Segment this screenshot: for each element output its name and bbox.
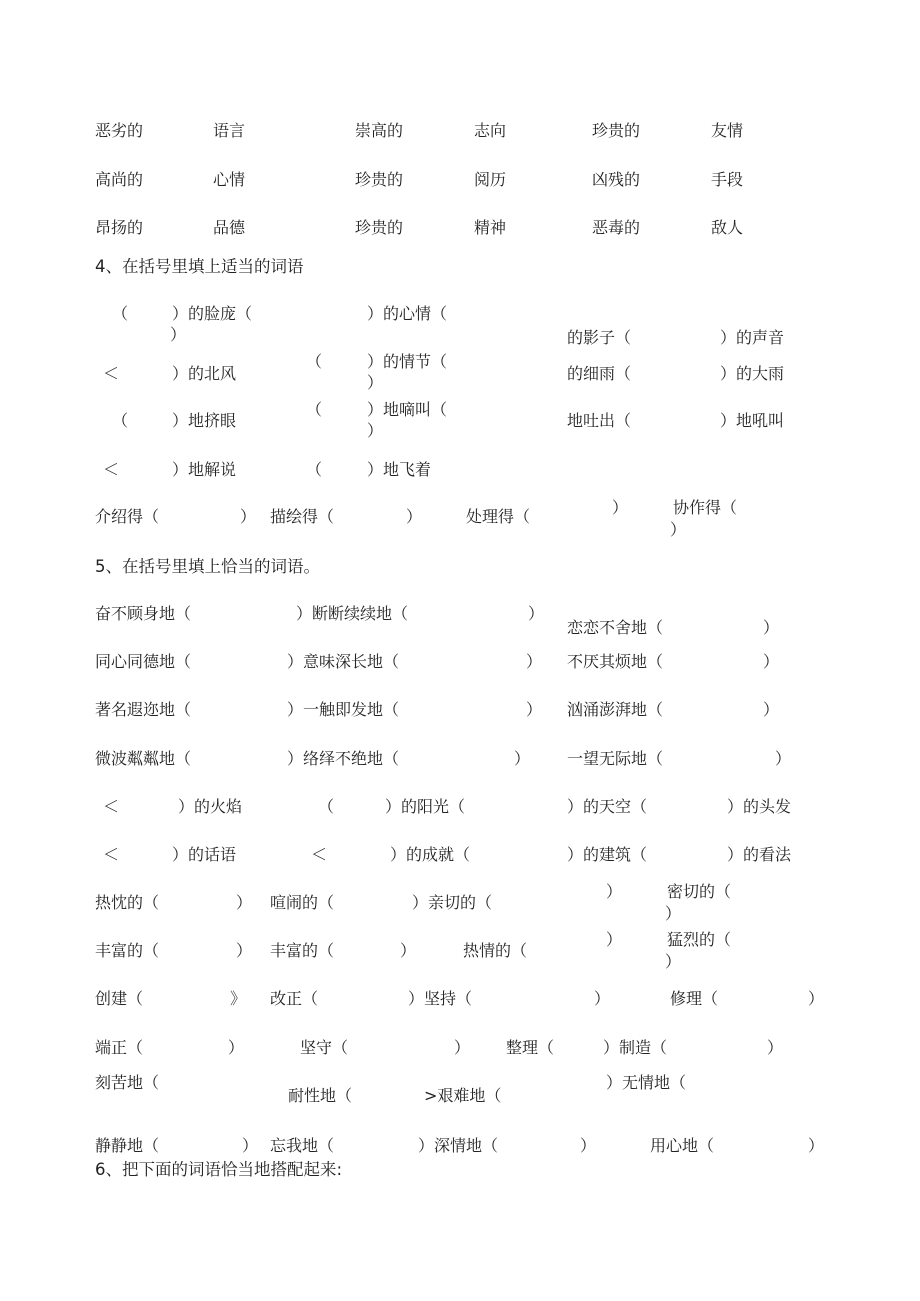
fill-text: ） [606, 930, 623, 949]
fill-text: 刻苦地（ [95, 1073, 160, 1092]
fill-text: ）无情地（ [606, 1073, 687, 1092]
fill-text: ） [240, 507, 257, 526]
fill-text: 坚守（ [300, 1038, 349, 1057]
fill-text: ） [670, 520, 687, 539]
fill-text: 地吐出（ [567, 411, 632, 430]
fill-text: 微波粼粼地（ [95, 749, 192, 768]
fill-text: ） [775, 749, 792, 768]
fill-text: ）地挤眼 [172, 411, 237, 430]
word: 珍贵的 [355, 218, 404, 237]
question-title: 6、把下面的词语恰当地搭配起来: [95, 1160, 343, 1179]
fill-text: 恋恋不舍地（ [567, 618, 664, 637]
fill-text: ）地吼叫 [720, 411, 785, 430]
fill-text: ）的阳光（ [385, 797, 466, 816]
fill-text: ＜ [103, 364, 120, 383]
word: 昂扬的 [95, 218, 144, 237]
fill-text: 描绘得（ [270, 507, 335, 526]
word: 珍贵的 [592, 121, 641, 140]
fill-text: ） [236, 941, 253, 960]
word: 敌人 [711, 218, 744, 237]
fill-text: ） [526, 700, 543, 719]
fill-text: 创建（ [95, 989, 144, 1008]
fill-text: ）的情节（ [367, 352, 448, 371]
fill-text: ）络绎不绝地（ [287, 749, 400, 768]
word: 友情 [711, 121, 744, 140]
word: 志向 [474, 121, 507, 140]
fill-text: ）的声音 [720, 328, 785, 347]
fill-text: ）的心情（ [367, 304, 448, 323]
fill-text: ）的成就（ [390, 845, 471, 864]
question-title: 4、在括号里填上适当的词语 [95, 257, 304, 276]
fill-text: ） [454, 1038, 471, 1057]
word: 阅历 [474, 170, 507, 189]
fill-text: ＜ [311, 845, 328, 864]
fill-text: ）的话语 [172, 845, 237, 864]
fill-text: （ [318, 797, 335, 816]
fill-text: 协作得（ [673, 498, 738, 517]
fill-text: ） [528, 604, 545, 623]
fill-text: ）的头发 [727, 797, 792, 816]
word: 语言 [213, 121, 246, 140]
word: 凶残的 [592, 170, 641, 189]
fill-text: 同心同德地（ [95, 652, 192, 671]
fill-text: ）的火焰 [178, 797, 243, 816]
fill-text: 喧闹的（ [270, 893, 335, 912]
word: 高尚的 [95, 170, 144, 189]
fill-text: ） [242, 1136, 259, 1155]
fill-text: 》 [230, 989, 247, 1008]
fill-text: ） [767, 1038, 784, 1057]
word: 恶劣的 [95, 121, 144, 140]
fill-text: ） [808, 989, 825, 1008]
fill-text: ）的看法 [727, 845, 792, 864]
fill-text: 的细雨（ [567, 364, 632, 383]
fill-text: ）亲切的（ [412, 893, 493, 912]
fill-text: ）意味深长地（ [287, 652, 400, 671]
question-title: 5、在括号里填上恰当的词语。 [95, 557, 320, 576]
fill-text: 热情的（ [463, 941, 528, 960]
fill-text: 不厌其烦地（ [567, 652, 664, 671]
fill-text: ） [763, 700, 780, 719]
fill-text: ） [526, 652, 543, 671]
fill-text: 丰富的（ [95, 941, 160, 960]
fill-text: 修理（ [670, 989, 719, 1008]
fill-text: ） [236, 893, 253, 912]
fill-text: ）坚持（ [408, 989, 473, 1008]
fill-text: （ [306, 400, 323, 419]
fill-text: ＜ [103, 460, 120, 479]
fill-text: ） [514, 749, 531, 768]
fill-text: 猛烈的（ [667, 930, 732, 949]
fill-text: ）的天空（ [567, 797, 648, 816]
fill-text: ）地嘀叫（ [367, 400, 448, 419]
fill-text: 改正（ [270, 989, 319, 1008]
fill-text: 介绍得（ [95, 507, 160, 526]
fill-text: 忘我地（ [270, 1136, 335, 1155]
fill-text: （ [306, 352, 323, 371]
fill-text: （ [112, 304, 129, 323]
fill-text: ）的北风 [172, 364, 237, 383]
fill-text: 耐性地（ [288, 1086, 353, 1105]
fill-text: 端正（ [95, 1038, 144, 1057]
fill-text: 用心地（ [650, 1136, 715, 1155]
fill-text: 一望无际地（ [567, 749, 664, 768]
fill-text: ） [665, 952, 682, 971]
fill-text: 著名遐迩地（ [95, 700, 192, 719]
word: 恶毒的 [592, 218, 641, 237]
fill-text: ）地飞着 [367, 460, 432, 479]
fill-text: ） [170, 325, 187, 344]
fill-text: 整理（ [506, 1038, 555, 1057]
fill-text: ） [763, 618, 780, 637]
word: 崇高的 [355, 121, 404, 140]
fill-text: ） [367, 373, 384, 392]
fill-text: ＜ [103, 797, 120, 816]
fill-text: ） [228, 1038, 245, 1057]
fill-text: 的影子（ [567, 328, 632, 347]
fill-text: （ [112, 411, 129, 430]
fill-text: ） [612, 498, 629, 517]
fill-text: ）一触即发地（ [287, 700, 400, 719]
fill-text: ）地解说 [172, 460, 237, 479]
word: 手段 [711, 170, 744, 189]
word: 品德 [213, 218, 246, 237]
fill-text: （ [306, 460, 323, 479]
fill-text: ）深情地（ [418, 1136, 499, 1155]
fill-text: ） [406, 507, 423, 526]
fill-text: ）的脸庞（ [172, 304, 253, 323]
fill-text: ） [594, 989, 611, 1008]
fill-text: ） [808, 1136, 825, 1155]
fill-text: ）断断续续地（ [296, 604, 409, 623]
fill-text: >艰难地（ [424, 1086, 502, 1105]
fill-text: 汹涌澎湃地（ [567, 700, 664, 719]
fill-text: ） [606, 882, 623, 901]
word: 心情 [213, 170, 246, 189]
fill-text: ） [665, 904, 682, 923]
word: 珍贵的 [355, 170, 404, 189]
word: 精神 [474, 218, 507, 237]
fill-text: 处理得（ [466, 507, 531, 526]
fill-text: 静静地（ [95, 1136, 160, 1155]
fill-text: ） [580, 1136, 597, 1155]
fill-text: 密切的（ [667, 882, 732, 901]
fill-text: 热忱的（ [95, 893, 160, 912]
fill-text: ）制造（ [603, 1038, 668, 1057]
fill-text: ）的建筑（ [567, 845, 648, 864]
fill-text: ）的大雨 [720, 364, 785, 383]
fill-text: ） [763, 652, 780, 671]
fill-text: 丰富的（ [270, 941, 335, 960]
fill-text: 奋不顾身地（ [95, 604, 192, 623]
fill-text: ） [400, 941, 417, 960]
fill-text: ） [367, 421, 384, 440]
fill-text: ＜ [103, 845, 120, 864]
